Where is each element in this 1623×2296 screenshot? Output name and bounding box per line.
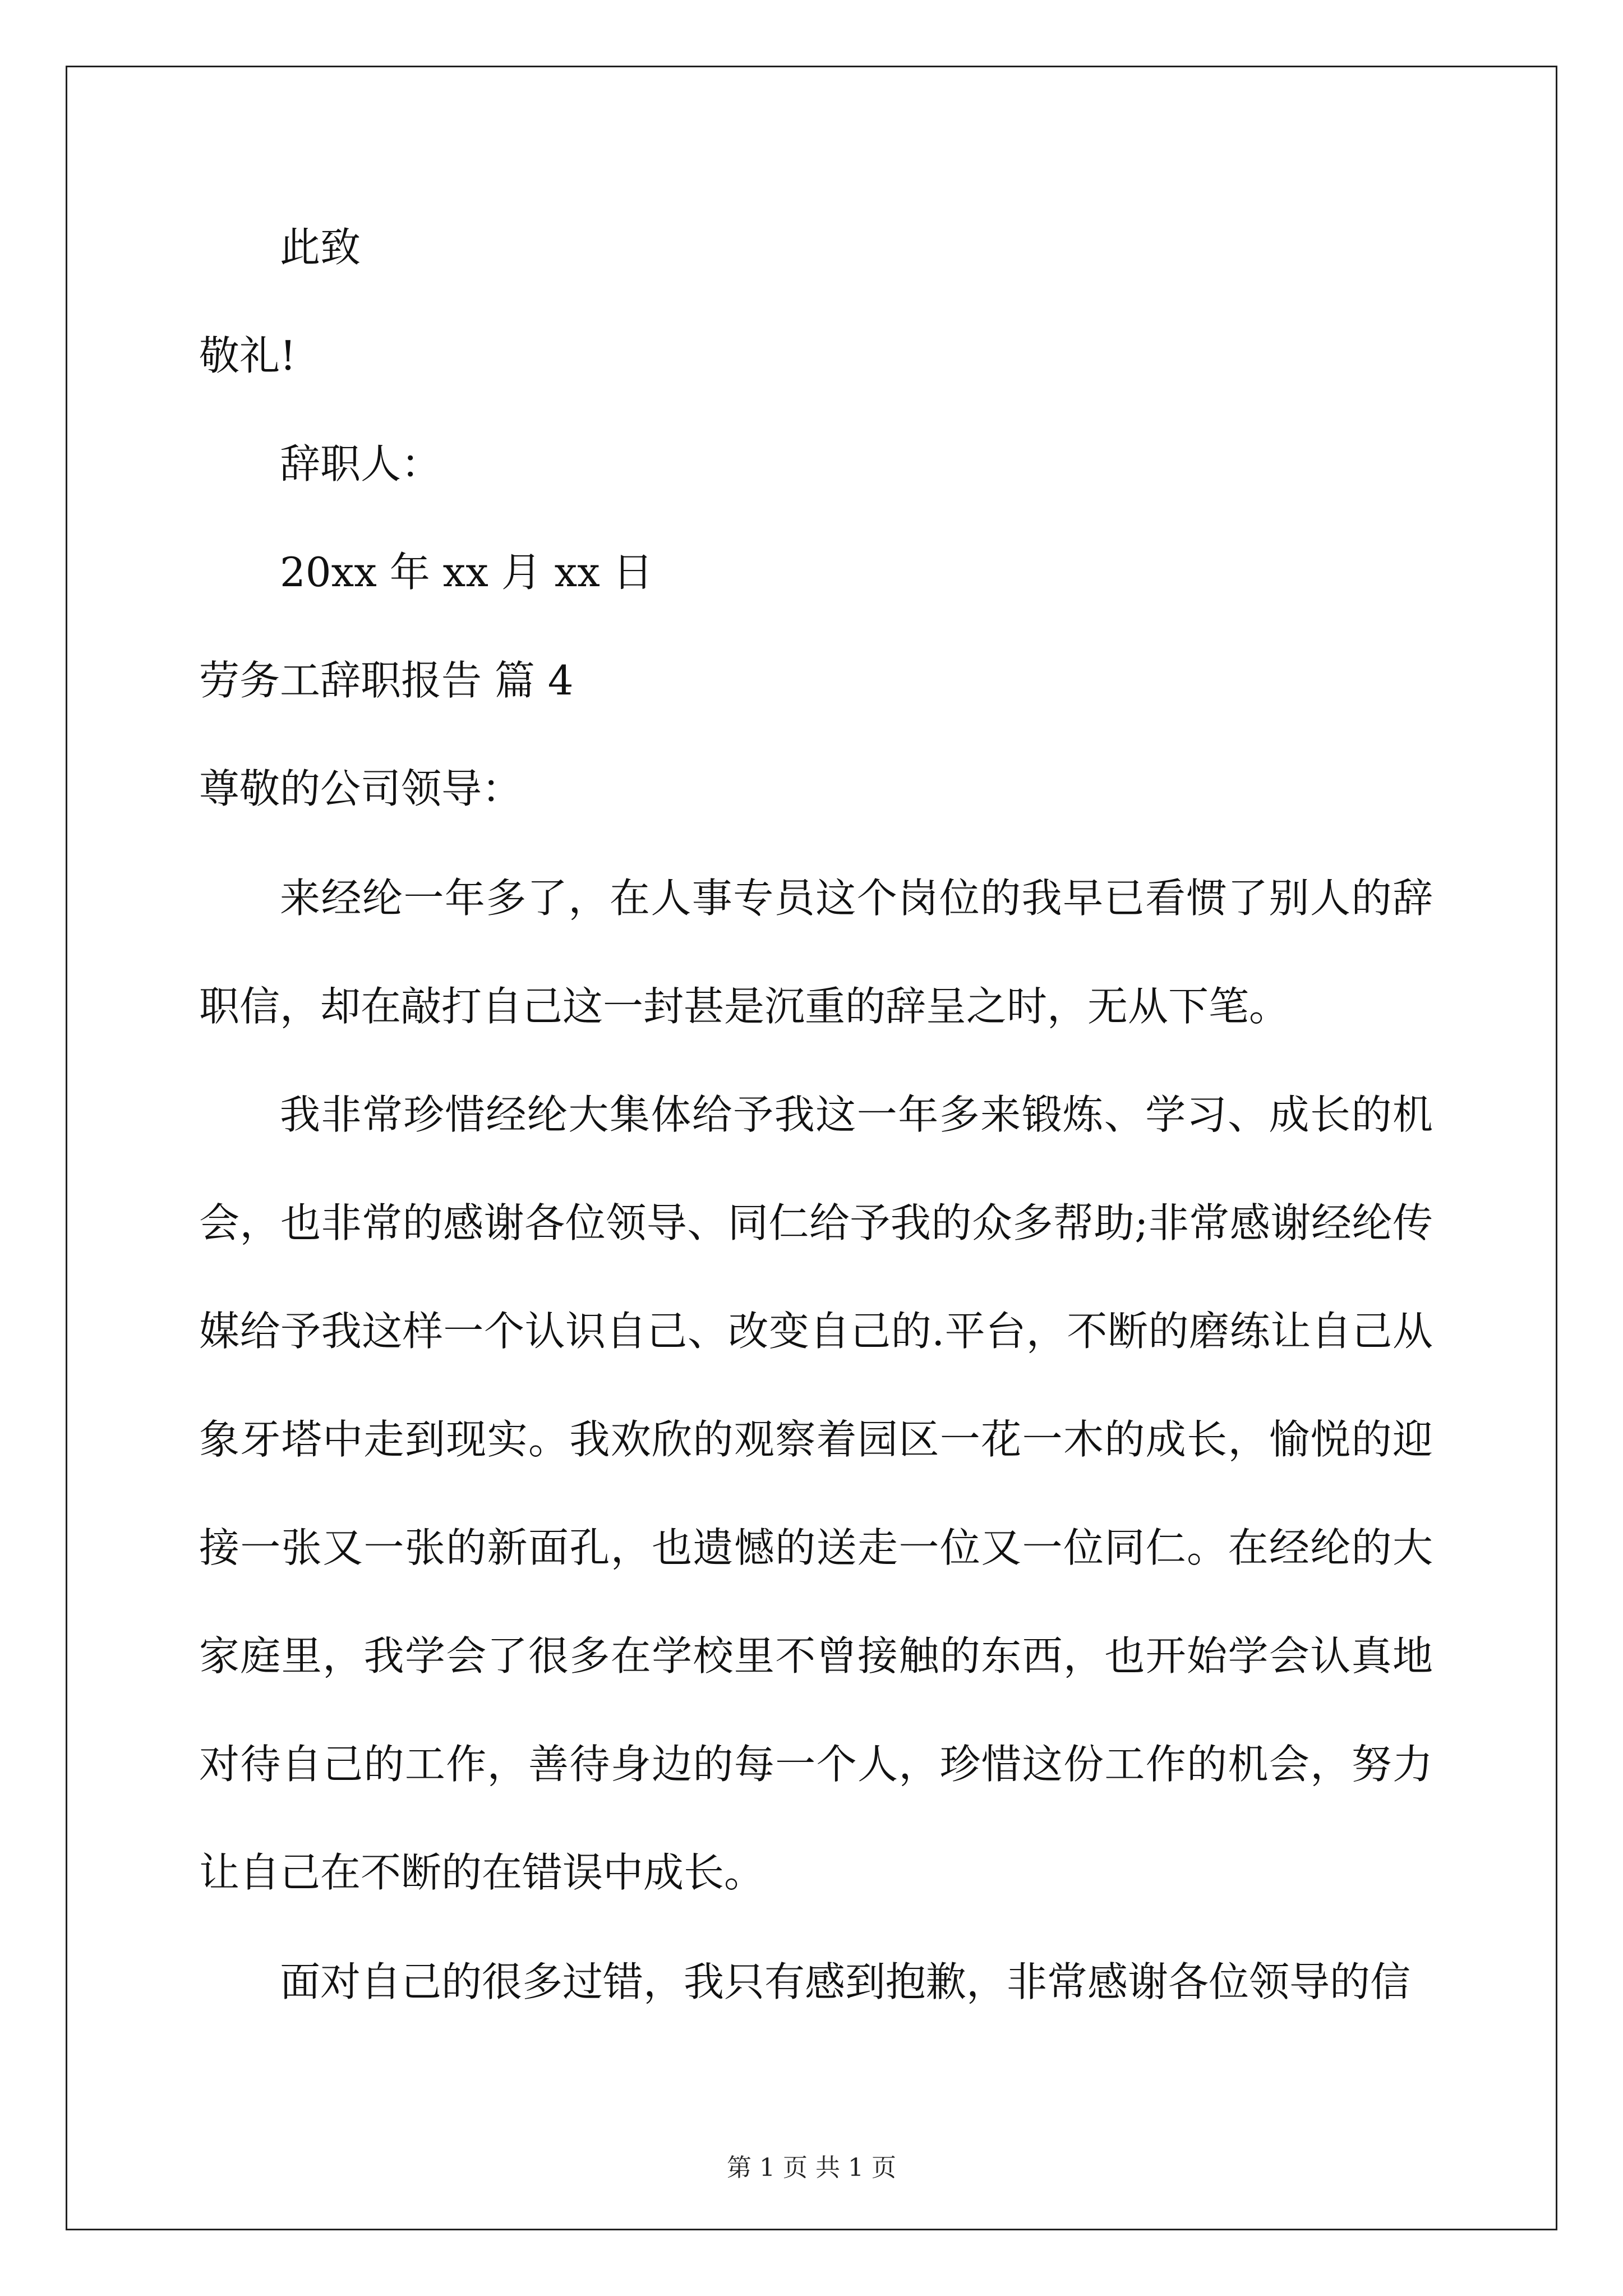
paragraph-2: 我非常珍惜经纶大集体给予我这一年多来锻炼、学习、成长的机会，也非常的感谢各位领导、同仁给予我的众多帮助;非常感谢经纶传媒给予我这样一个认识自己、改变自己的.平台，不断的磨练让自己从象牙塔中走到现实。我欢欣的观察着园区一花一木的成长，愉悦的迎接一张又一张的新面孔，也遗憾的送走一位又一位同仁。在经纶的大家庭里，我学会了很多在学校里不曾接触的东西，也开始学会认真地对待自己的工作，善待身边的每一个人，珍惜这份工作的机会，努力让自己在不断的在错误中成长。 xyxy=(199,1091,1433,1896)
page-footer: 第 1 页 共 1 页 xyxy=(727,2154,896,2182)
salute-line: 敬礼! xyxy=(199,332,296,379)
section-title: 劳务工辞职报告 篇 4 xyxy=(199,657,574,704)
closing-line: 此致 xyxy=(280,224,361,271)
signer-label: 辞职人： xyxy=(280,440,442,487)
greeting-line: 尊敬的公司领导： xyxy=(199,765,523,812)
paragraph-1: 来经纶一年多了，在人事专员这个岗位的我早已看惯了别人的辞职信，却在敲打自己这一封甚是沉重的辞呈之时，无从下笔。 xyxy=(199,875,1433,1030)
date-line: 20xx 年 xx 月 xx 日 xyxy=(280,549,653,596)
paragraph-3: 面对自己的很多过错，我只有感到抱歉，非常感谢各位领导的信 xyxy=(280,1958,1411,2005)
